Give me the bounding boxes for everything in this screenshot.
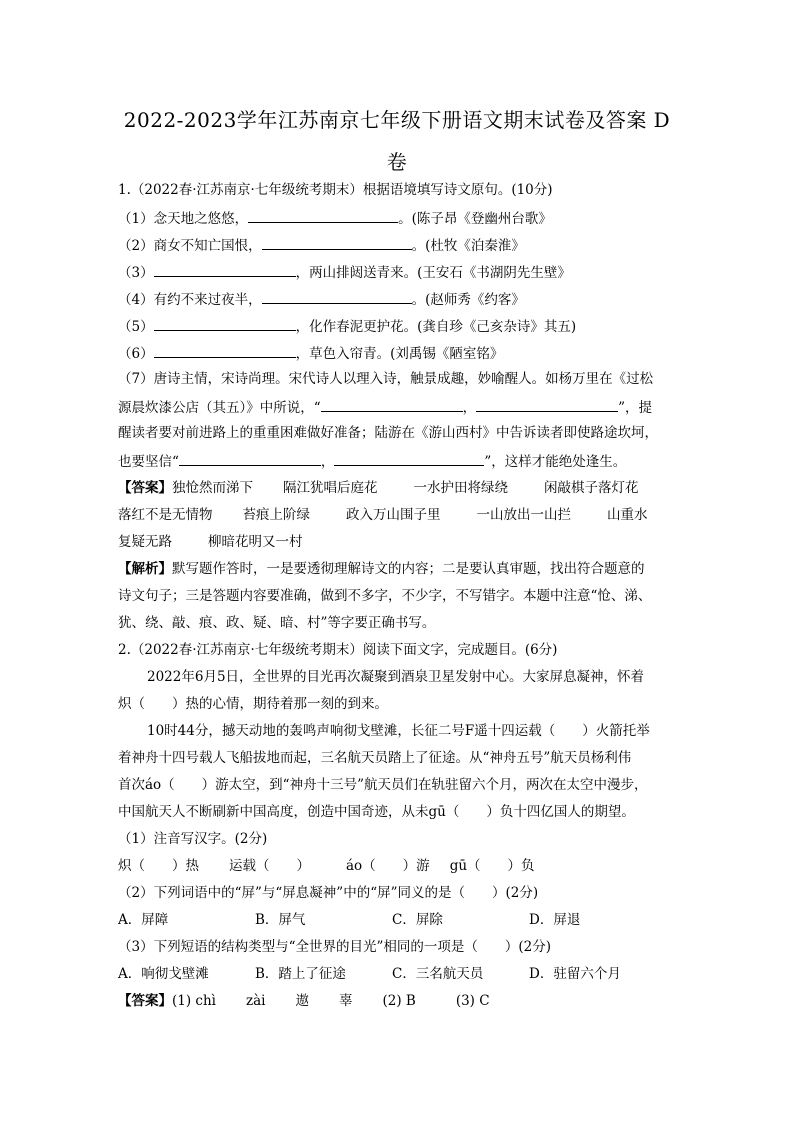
q2-passage-p2-line1: 10时44分，撼天动地的轰鸣声响彻戈壁滩，长征二号F遥十四运载（ ）火箭托举 [147, 723, 650, 739]
q2-sub2-options [118, 910, 580, 930]
q1-item-6: （6） ，草色入帘青。(刘禹锡《陋室铭》 [118, 342, 503, 364]
q1-item-7-line2: 源晨炊漆公店（其五）》中所说，“ ， ”，提 [118, 396, 652, 418]
q1-stem: 1.（2022春·江苏南京·七年级统考期末）根据语境填写诗文原句。(10分) [118, 182, 553, 198]
q2-sub3-options [118, 964, 621, 984]
option-b[interactable]: B．踏上了征途 [255, 966, 346, 982]
q2-answer: 【答案】(1) chì zài 遨 辜 (2) B (3) C [118, 993, 490, 1009]
q1-analysis-line1: 【解析】默写题作答时，一是要透彻理解诗文的内容；二是要认真审题，找出符合题意的 [118, 561, 645, 577]
blank[interactable] [262, 234, 412, 250]
q2-stem: 2.（2022春·江苏南京·七年级统考期末）阅读下面文字，完成题目。(6分) [118, 642, 558, 658]
q1-item-7-line1: （7）唐诗主情，宋诗尚理。宋代诗人以理入诗，触景成趣，妙喻醒人。如杨万里在《过松 [118, 371, 654, 387]
q2-passage-p2-line3: 首次áo（ ）游太空，到“神舟十三号”航天员们在轨驻留六个月，两次在太空中漫步， [118, 777, 648, 793]
blank[interactable] [476, 396, 618, 412]
q1-item-4: （4）有约不来过夜半， 。(赵师秀《约客》 [118, 288, 525, 310]
blank[interactable] [154, 315, 296, 331]
option-b[interactable]: B．屏气 [255, 912, 306, 928]
q1-item-7-line4: 也要坚信“ ， ”，这样才能绝处逢生。 [118, 450, 626, 472]
option-d[interactable]: D．驻留六个月 [529, 966, 621, 982]
blank[interactable] [262, 288, 412, 304]
q2-passage-p2-line4: 中国航天人不断刷新中国高度，创造中国奇迹，从未gū（ ）负十四亿国人的期望。 [118, 804, 635, 820]
blank[interactable] [154, 261, 296, 277]
option-d[interactable]: D．屏退 [529, 912, 581, 928]
q1-analysis-line2: 诗文句子；三是答题内容要准确，做到不多字，不少字，不写错字。本题中注意“怆、涕、 [118, 588, 652, 604]
blank[interactable] [248, 207, 398, 223]
answer-label: 【答案】 [118, 480, 172, 496]
q1-analysis-line3: 犹、绕、敲、痕、政、疑、暗、村”等字要正确书写。 [118, 615, 436, 631]
q1-item-5: （5） ，化作春泥更护花。(龚自珍《己亥杂诗》其五) [118, 315, 576, 337]
q1-answer-line1: 【答案】独怆然而涕下 隔江犹唱后庭花 一水护田将绿绕 闲敲棋子落灯花 [118, 480, 639, 496]
q1-item-2: （2）商女不知亡国恨， 。(杜牧《泊秦淮》 [118, 234, 525, 256]
q2-sub2: （2）下列词语中的“屏”与“屏息凝神”中的“屏”同义的是（ ）(2分) [118, 885, 539, 901]
blank[interactable] [321, 396, 463, 412]
option-c[interactable]: C．三名航天员 [392, 966, 484, 982]
option-c[interactable]: C．屏除 [392, 912, 443, 928]
blank[interactable] [334, 450, 484, 466]
analysis-label: 【解析】 [118, 561, 172, 577]
page-title-line1: 2022-2023学年江苏南京七年级下册语文期末试卷及答案 D [123, 108, 671, 132]
q2-passage-p1-line2: 炽（ ）热的心情，期待着那一刻的到来。 [118, 696, 388, 712]
blank[interactable] [154, 342, 296, 358]
q1-answer-line3: 复疑无路 柳暗花明又一村 [118, 534, 303, 550]
q2-passage-p2-line2: 着神舟十四号载人飞船拔地而起，三名航天员踏上了征途。从“神舟五号”航天员杨利伟 [118, 750, 632, 766]
q1-item-7-line3: 醒读者要对前进路上的重重困难做好准备；陆游在《游山西村》中告诉读者即使路途坎坷， [118, 425, 658, 441]
q1-item-3: （3） ，两山排闼送青来。(王安石《书湖阴先生壁》 [118, 261, 571, 283]
q2-passage-p1-line1: 2022年6月5日，全世界的目光再次凝聚到酒泉卫星发射中心。大家屏息凝神，怀着 [147, 669, 645, 685]
page-title-line2: 卷 [386, 150, 408, 174]
q1-answer-line2: 落红不是无情物 苔痕上阶绿 政入万山围子里 一山放出一山拦 山重水 [118, 507, 648, 523]
answer-label: 【答案】 [118, 993, 172, 1009]
blank[interactable] [179, 450, 321, 466]
q1-item-1: （1）念天地之悠悠， 。(陈子昂《登幽州台歌》 [118, 207, 552, 229]
option-a[interactable]: A．屏障 [118, 912, 169, 928]
q2-sub1: （1）注音写汉字。(2分) [118, 831, 268, 847]
option-a[interactable]: A．响彻戈壁滩 [118, 966, 209, 982]
q2-sub3: （3）下列短语的结构类型与“全世界的目光”相同的一项是（ ）(2分) [118, 939, 552, 955]
q2-sub1-items: 炽（ ）热 运载（ ） áo（ ）游 gū（ ）负 [118, 858, 535, 874]
